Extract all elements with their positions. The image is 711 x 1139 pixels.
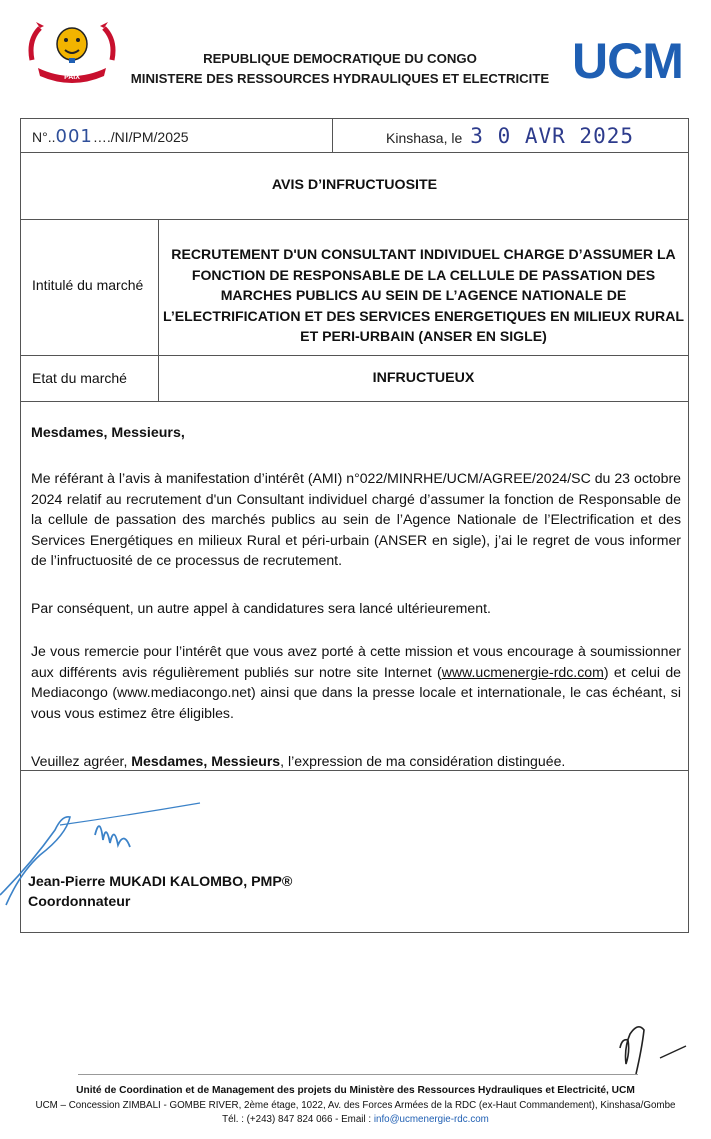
body-paragraph-1: Me référant à l’avis à manifestation d’intérêt (AMI) n°022/MINRHE/UCM/AGREE/2024/SC du 23 octobre 2024 relatif au recrutement d'un Consultant individuel chargé d’assumer la fonction de Responsable de la cellule de passation des marchés publics au sein de l’Agence Nationale de l’Electrification et des Services Energétiques en milieux Rural et péri-urbain (ANSER en sigle), j’ai le regret de vous informer de l’infructuosité de ce processus de recrutement. <box>31 470 681 569</box>
market-status-label: Etat du marché <box>32 370 127 386</box>
svg-text:PAIX: PAIX <box>64 74 80 81</box>
closing-text-b: , l’expression de ma considération distinguée. <box>280 753 566 769</box>
closing-bold: Mesdames, Messieurs <box>131 753 281 769</box>
handwritten-initials <box>600 1018 690 1080</box>
market-title-label: Intitulé du marché <box>32 277 144 293</box>
footer-address: UCM – Concession ZIMBALI - GOMBE RIVER, 2ème étage, 1022, Av. des Forces Armées de la RDC (ex-Haut Commandement), Kinshasa/Gombe <box>35 1100 676 1111</box>
closing-paragraph <box>31 751 681 772</box>
footer-contact <box>0 1114 711 1125</box>
country-header: REPUBLIQUE DEMOCRATIQUE DU CONGO <box>203 51 477 66</box>
date-line <box>340 124 680 148</box>
footer-phone: Tél. : (+243) 847 824 066 - Email : <box>222 1114 374 1125</box>
market-status-value: INFRUCTUEUX <box>372 370 475 386</box>
footer-email-link[interactable]: info@ucmenergie-rdc.com <box>373 1114 489 1125</box>
city-label: Kinshasa, le <box>386 130 463 146</box>
website-link[interactable]: www.ucmenergie-rdc.com <box>441 663 604 680</box>
ref-prefix: N°.. <box>32 129 56 145</box>
salutation: Mesdames, Messieurs, <box>31 425 185 441</box>
notice-title: AVIS D’INFRUCTUOSITE <box>271 177 438 193</box>
market-title-value: RECRUTEMENT D'UN CONSULTANT INDIVIDUEL CHARGE D’ASSUMER LA FONCTION DE RESPONSABLE DE LA CELLULE DE PASSATION DES MARCHES PUBLICS AU SEIN DE L’AGENCE NATIONALE DE L’ELECTRIFICATION ET DES SERVICES ENERGETIQUES EN MILIEUX RURAL ET PERI-URBAIN (ANSER EN SIGLE) <box>163 246 684 344</box>
footer-organization: Unité de Coordination et de Management des projets du Ministère des Ressources Hydrauliques et Electricité, UCM <box>76 1085 635 1096</box>
body-paragraph-3 <box>31 641 681 723</box>
closing-text-a: Veuillez agréer, <box>31 753 132 769</box>
footer-divider <box>78 1074 638 1075</box>
para3-text-b: ) et celui de Mediacongo (www.mediacongo.net) ainsi que dans la presse locale et internationale, le cas échéant, si vous vous estimez être éligibles. <box>31 663 682 721</box>
handwritten-number: 001 <box>55 126 93 147</box>
ref-suffix: …./NI/PM/2025 <box>92 129 189 145</box>
signer-name: Jean-Pierre MUKADI KALOMBO, PMP® <box>28 874 293 890</box>
body-paragraph-2: Par conséquent, un autre appel à candidatures sera lancé ultérieurement. <box>31 600 491 616</box>
reference-number <box>32 126 189 147</box>
date-stamp: 3 0 AVR 2025 <box>470 124 634 148</box>
ucm-logo: UCM <box>572 33 683 89</box>
para3-text-a: Je vous remercie pour l’intérêt que vous avez porté à cette mission et vous encourage à soumissionner aux différents avis régulièrement publiés sur notre site Internet ( <box>31 643 681 680</box>
ministry-header: MINISTERE DES RESSOURCES HYDRAULIQUES ET ELECTRICITE <box>130 71 550 86</box>
drc-coat-of-arms-emblem <box>26 20 118 88</box>
signer-title: Coordonnateur <box>28 894 131 910</box>
